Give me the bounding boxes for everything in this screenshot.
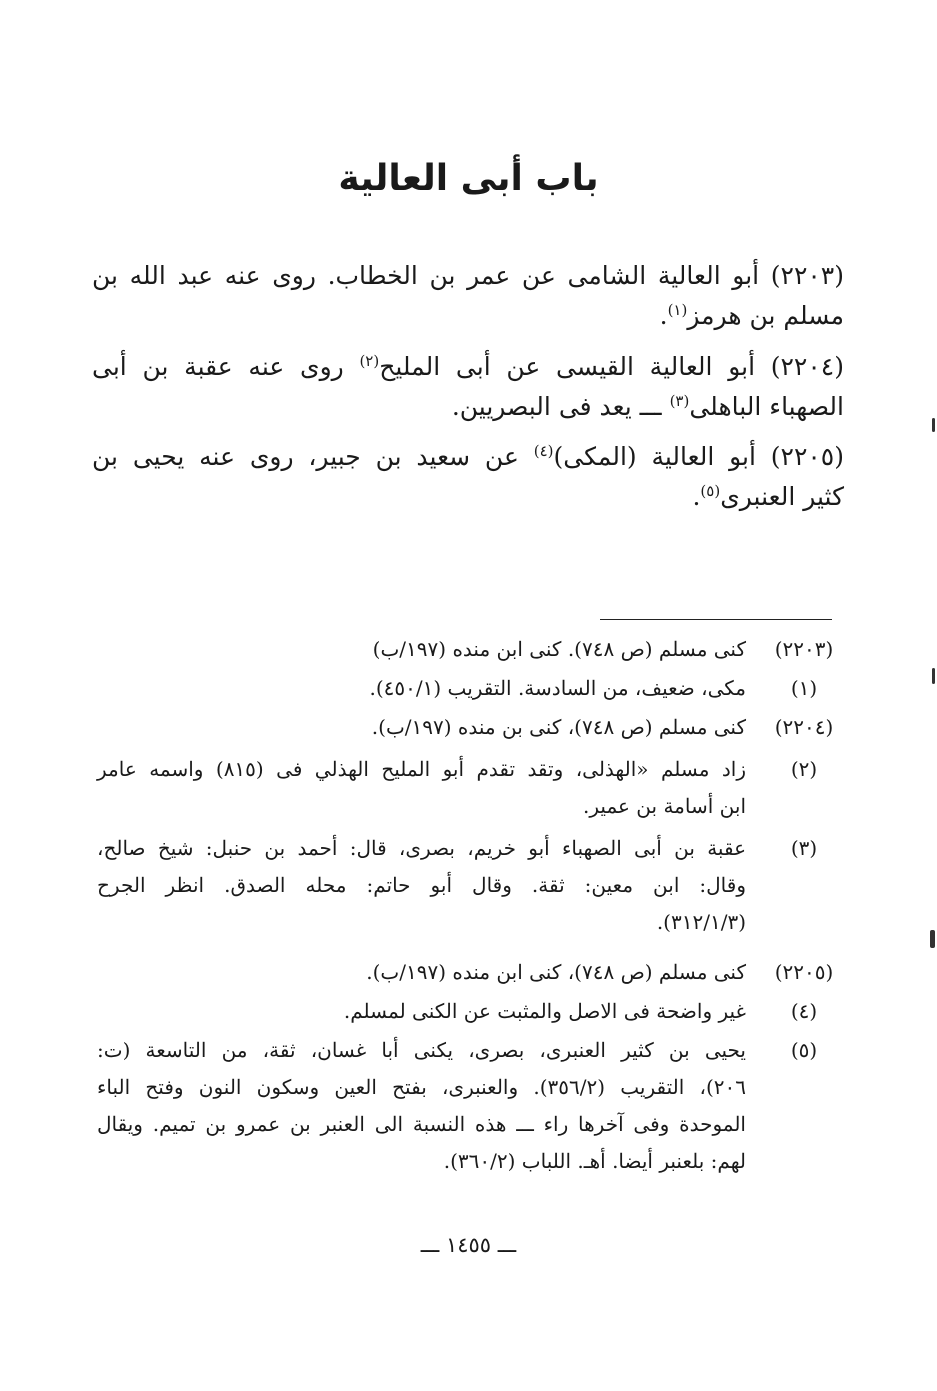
entry-2205 — [92, 437, 844, 517]
footnote-marker: (٤) — [533, 442, 554, 460]
entry-line: الصهباء الباهلى$^{(٣)}$ ـــ يعد فى البصريين. — [451, 392, 844, 421]
footnote-ref: (٥) — [790, 1038, 818, 1062]
footnote-2204 — [97, 709, 844, 746]
scan-edge-mark — [930, 930, 935, 948]
footnote-marker: (٣) — [669, 392, 690, 410]
entry-line: (٢٢٠٥) أبو العالية (المكى)$^{(٤)}$ عن سعيد بن جبير، روى عنه يحيى بن — [92, 442, 844, 471]
footnote-ref: (١) — [790, 676, 818, 700]
entry-line: كثير العنبرى$^{(٥)}$. — [692, 482, 844, 511]
footnote-marker: (١) — [667, 301, 688, 319]
footnote-text: مكى، ضعيف، من السادسة. التقريب (٤٥٠/١). — [369, 676, 746, 700]
footnote-ref: (٢) — [790, 757, 818, 781]
footnote-text: كنى مسلم (ص ٧٤٨). كنى ابن منده (١٩٧/ب) — [372, 637, 746, 661]
footnote-text: غير واضحة فى الاصل والمثبت عن الكنى لمسلم. — [343, 999, 746, 1023]
footnote-1 — [97, 670, 844, 707]
footnote-marker: (٢) — [359, 352, 380, 370]
footnote-text: زاد مسلم «الهذلى، وتقد تقدم أبو المليح الهذلي فى (٨١٥) واسمه عامر ابن أسامة بن عمير. — [97, 757, 746, 818]
footnote-text: عقبة بن أبى الصهباء أبو خريم، بصرى، قال: أحمد بن حنبل: شيخ صالح، وقال: ابن معين: ثقة. وقال أبو حاتم: محله الصدق. انظر الجرح (٣١٢/١/٣). — [97, 836, 746, 934]
entry-2204 — [92, 347, 844, 427]
footnote-5 — [97, 1032, 844, 1180]
footnote-ref: (٤) — [790, 999, 818, 1023]
scan-edge-mark — [932, 418, 935, 432]
entry-line: مسلم بن هرمز$^{(١)}$. — [659, 301, 844, 330]
footnote-4 — [97, 993, 844, 1030]
footnote-marker: (٥) — [700, 482, 721, 500]
footnote-ref: (٢٢٠٥) — [774, 960, 834, 984]
scan-edge-mark — [932, 668, 935, 684]
entry-line: (٢٢٠٣) أبو العالية الشامى عن عمر بن الخطاب. روى عنه عبد الله بن — [92, 261, 844, 290]
footnote-separator — [600, 619, 832, 620]
footnote-text: كنى مسلم (ص ٧٤٨)، كنى ابن منده (١٩٧/ب). — [366, 960, 746, 984]
footnote-text: يحيى بن كثير العنبرى، بصرى، يكنى أبا غسان، ثقة، من التاسعة (ت: ٢٠٦)، التقريب (٣٥٦/٢). والعنبرى، بفتح العين وسكون النون وفتح الباء الموحدة وفى آخرها راء ـــ هذه النسبة الى العنبر بن عمرو بن تميم. ويقال لهم: بلعنبر أيضا. أهـ. اللباب (٣٦٠/٢). — [97, 1038, 746, 1173]
footnote-2 — [97, 751, 844, 825]
footnote-ref: (٢٢٠٤) — [774, 715, 834, 739]
page-number: ـــ ١٤٥٥ ـــ — [420, 1233, 517, 1257]
footnote-ref: (٣) — [790, 836, 818, 860]
footnote-3 — [97, 830, 844, 941]
page-title: باب أبى العالية — [338, 158, 599, 199]
footnote-2205 — [97, 954, 844, 991]
entry-line: (٢٢٠٤) أبو العالية القيسى عن أبى المليح$^{(٢)}$ روى عنه عقبة بن أبى — [92, 352, 844, 381]
footnote-2203 — [97, 631, 844, 668]
entry-2203 — [92, 256, 844, 336]
footnote-text: كنى مسلم (ص ٧٤٨)، كنى بن منده (١٩٧/ب). — [371, 715, 746, 739]
footnote-ref: (٢٢٠٣) — [774, 637, 834, 661]
